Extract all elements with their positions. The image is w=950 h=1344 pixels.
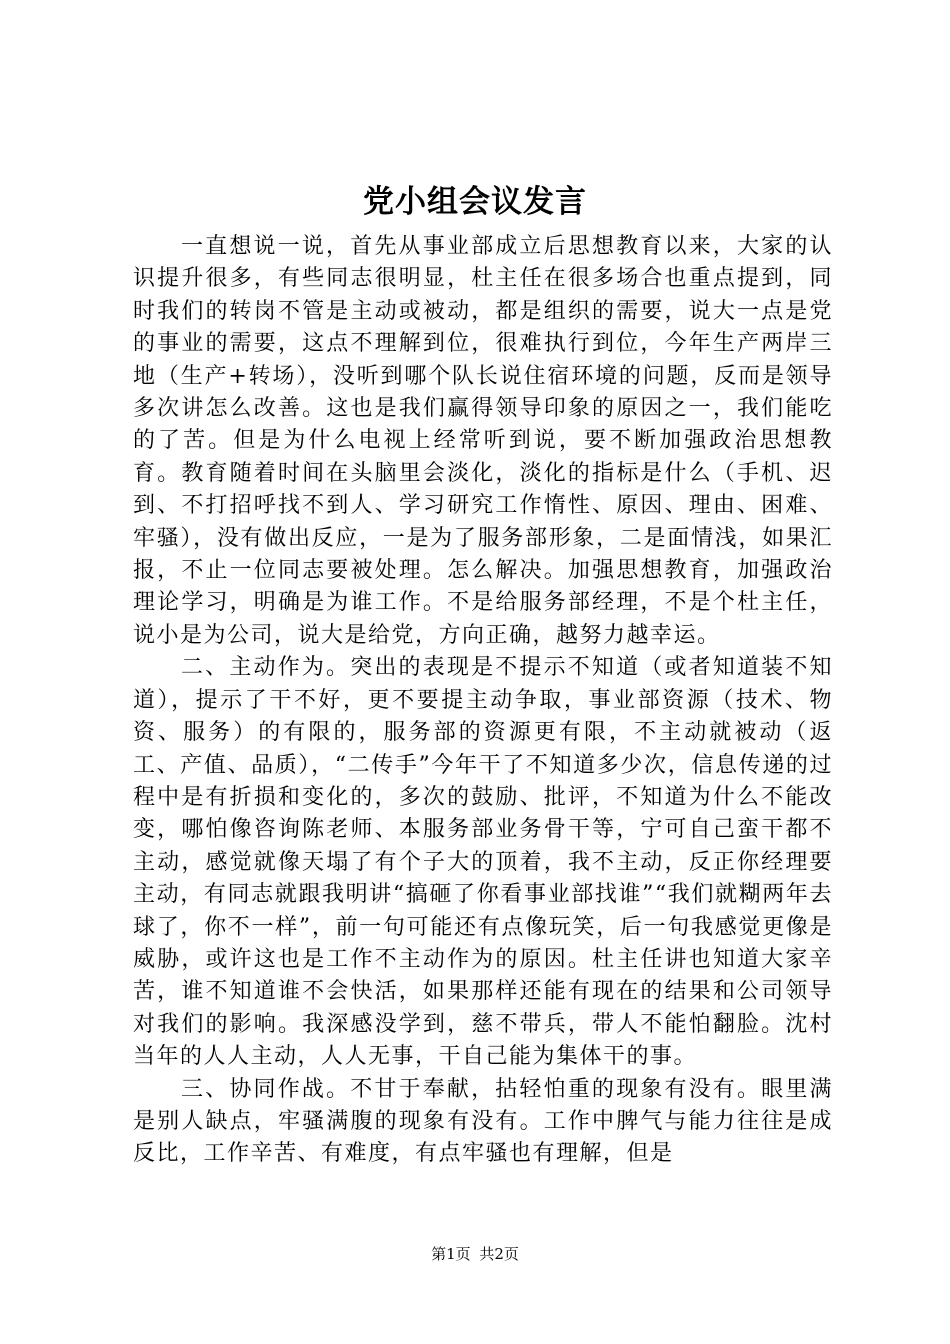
document-title: 党小组会议发言 bbox=[363, 184, 587, 220]
paragraph-1: 一直想说一说，首先从事业部成立后思想教育以来，大家的认识提升很多，有些同志很明显，杜主任在很多场合也重点提到，同时我们的转岗不管是主动或被动，都是组织的需要，说大一点是党的事业的需要，这点不理解到位，很难执行到位，今年生产两岸三地（生产+转场），没听到哪个队长说住宿环境的问题，反而是领导多次讲怎么改善。这也是我们赢得领导印象的原因之一，我们能吃的了苦。但是为什么电视上经常听到说，要不断加强政治思想教育。教育随着时间在头脑里会淡化，淡化的指标是什么（手机、迟到、不打招呼找不到人、学习研究工作惰性、原因、理由、困难、牢骚），没有做出反应，一是为了服务部形象，二是面情浅，如果汇报，不止一位同志要被处理。怎么解决。加强思想教育，加强政治理论学习，明确是为谁工作。不是给服务部经理，不是个杜主任，说小是为公司，说大是给党，方向正确，越努力越幸运。 bbox=[133, 234, 833, 648]
page-total: 共2页 bbox=[479, 1245, 519, 1263]
paragraph-2: 二、主动作为。突出的表现是不提示不知道（或者知道装不知道），提示了干不好，更不要提主动争取，事业部资源（技术、物资、服务）的有限的，服务部的资源更有限，不主动就被动（返工、产值、品质），“二传手”今年干了不知道多少次，信息传递的过程中是有折损和变化的，多次的鼓励、批评，不知道为什么不能改变，哪怕像咨询陈老师、本服务部业务骨干等，宁可自己蛮干都不主动，感觉就像天塌了有个子大的顶着，我不主动，反正你经理要主动，有同志就跟我明讲“搞砸了你看事业部找谁”“我们就糊两年去球了，你不一样”，前一句可能还有点像玩笑，后一句我感觉更像是威胁，或许这也是工作不主动作为的原因。杜主任讲也知道大家辛苦，谁不知道谁不会快活，如果那样还能有现在的结果和公司领导对我们的影响。我深感没学到，慈不带兵，带人不能怕翻脸。沈村当年的人人主动，人人无事，干自己能为集体干的事。 bbox=[133, 655, 833, 1070]
page-number: 第1页 bbox=[431, 1245, 471, 1263]
paragraph-3: 三、协同作战。不甘于奉献，拈轻怕重的现象有没有。眼里满是别人缺点，牢骚满腹的现象有没有。工作中脾气与能力往往是成反比，工作辛苦、有难度，有点牢骚也有理解，但是 bbox=[133, 1076, 833, 1167]
document-body bbox=[133, 231, 833, 1171]
page-footer bbox=[0, 1244, 950, 1264]
